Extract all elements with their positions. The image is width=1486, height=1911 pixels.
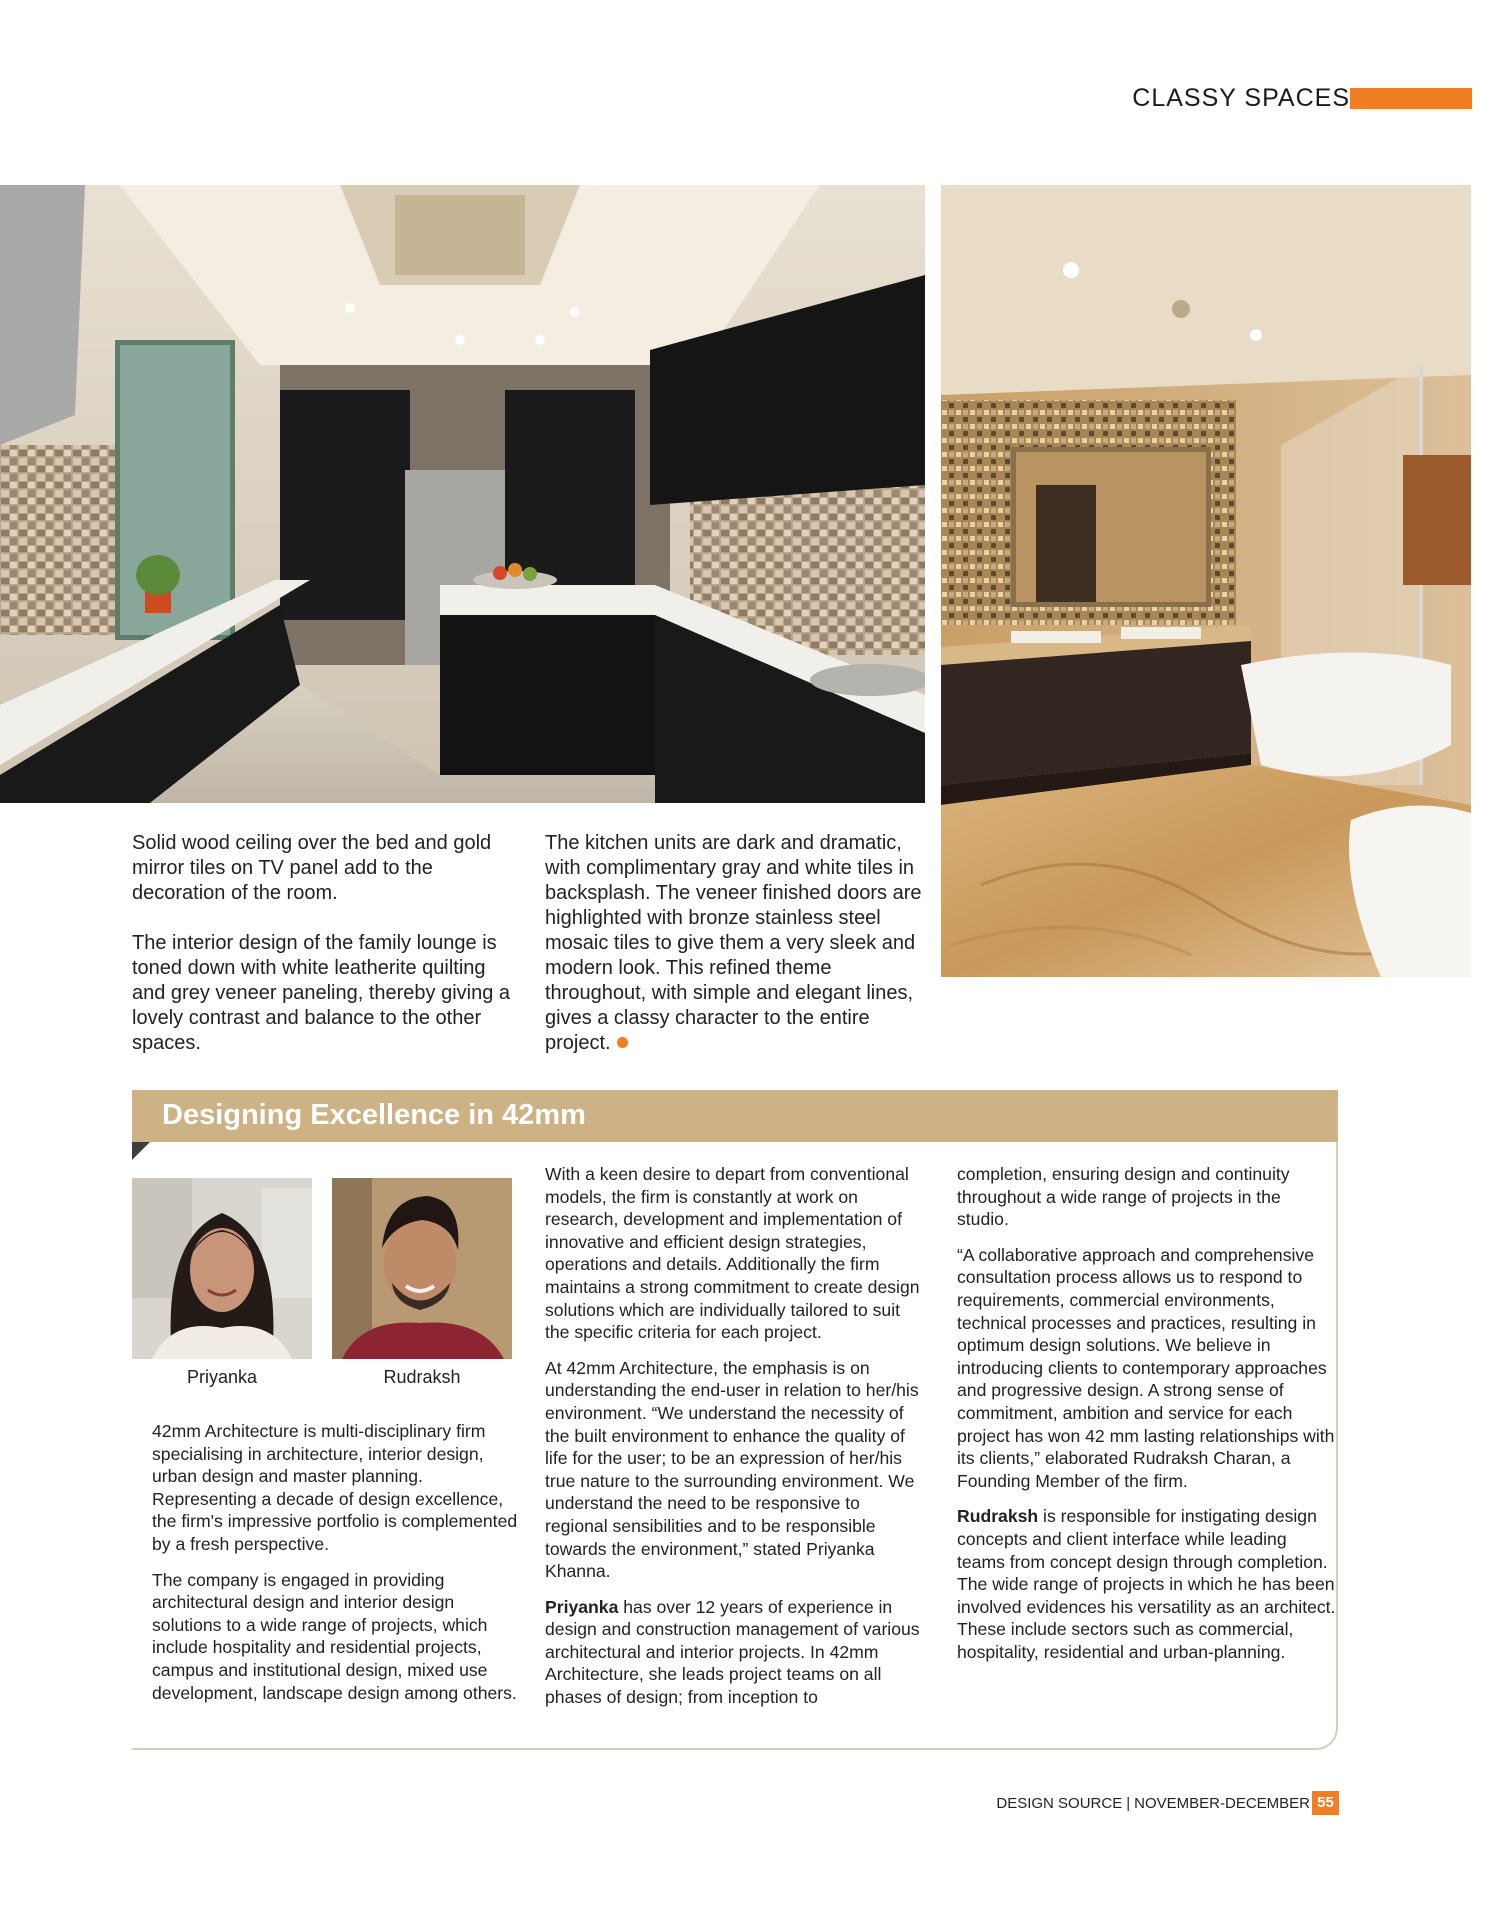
page-number: 55 [1312, 1791, 1339, 1815]
box-column-left [152, 1420, 524, 1717]
box-paragraph [957, 1505, 1337, 1663]
body-paragraph: Solid wood ceiling over the bed and gold mirror tiles on TV panel add to the decoration of the room. [132, 832, 492, 904]
box-column-middle [545, 1163, 927, 1722]
body-column-left [132, 831, 522, 1056]
body-paragraph [545, 831, 930, 1056]
body-paragraph: The interior design of the family lounge is toned down with white leatherite quilting and grey veneer paneling, thereby giving a lovely contrast and balance to the other spaces. [132, 932, 511, 1054]
box-paragraph [545, 1596, 927, 1709]
box-paragraph: completion, ensuring design and continuity throughout a wide range of projects in the studio. [957, 1164, 1290, 1230]
banner-fold-corner [132, 1142, 150, 1160]
bathroom-illustration [941, 185, 1471, 977]
body-column-middle [545, 831, 930, 1056]
publication-name: DESIGN SOURCE [996, 1795, 1123, 1812]
box-paragraph: 42mm Architecture is multi-disciplinary firm specialising in architecture, interior design, urban design and master planning. Representing a decade of design excellence, the firm's impressive portfolio is complemented by a fresh perspective. [152, 1421, 518, 1554]
kitchen-photo [0, 185, 925, 803]
bold-name-rudraksh: Rudraksh [957, 1506, 1039, 1527]
issue-name: NOVEMBER-DECEMBER [1134, 1795, 1310, 1812]
portrait-rudraksh [332, 1178, 512, 1359]
feature-box-title: Designing Excellence in 42mm [162, 1099, 586, 1131]
bathroom-photo [941, 185, 1471, 977]
end-mark-dot-icon [617, 1037, 628, 1048]
box-paragraph: With a keen desire to depart from conventional models, the firm is constantly at work on research, development and implementation of innovative and efficient design strategies, operations and details. Additionally the firm maintains a strong commitment to create design solutions which are individually tailored to suit the specific criteria for each project. [545, 1164, 920, 1343]
box-column-right [957, 1163, 1337, 1676]
feature-box-banner [132, 1090, 1338, 1142]
portrait-priyanka [132, 1178, 312, 1359]
box-paragraph-text: has over 12 years of experience in design and construction management of various architectural and interior projects. In 42mm Architecture, she leads project teams on all phases of design; from inception to [545, 1596, 920, 1708]
box-paragraph: “A collaborative approach and comprehensive consultation process allows us to respond to requirements, commercial environments, technical processes and practices, resulting in optimum design solutions. We believe in introducing clients to contemporary approaches and progressive design. A strong sense of commitment, ambition and service for each project has won 42 mm lasting relationships with its clients,” elaborated Rudraksh Charan, a Founding Member of the firm. [957, 1244, 1335, 1491]
portrait-caption: Priyanka [186, 1367, 258, 1387]
kitchen-illustration [0, 185, 925, 803]
body-paragraph-text: The kitchen units are dark and dramatic, with complimentary gray and white tiles in backsplash. The veneer finished doors are highlighted with bronze stainless steel mosaic tiles to give them a very sleek and modern look. This refined theme throughout, with simple and elegant lines, gives a classy character to the entire project. [545, 832, 922, 1054]
footer-separator: | [1126, 1795, 1131, 1812]
portrait-priyanka-illustration [132, 1178, 312, 1359]
box-paragraph: At 42mm Architecture, the emphasis is on understanding the end-user in relation to her/his environment. “We understand the necessity of the built environment to enhance the quality of life for the user; to be an expression of her/his true nature to the surrounding environment. We understand the need to be responsive to regional sensibilities and to be responsible towards the environment,” stated Priyanka Khanna. [545, 1357, 919, 1582]
portrait-rudraksh-illustration [332, 1178, 512, 1359]
portrait-caption: Rudraksh [383, 1367, 461, 1387]
page-footer [996, 1795, 1310, 1812]
section-accent-bar [1350, 88, 1472, 109]
bold-name-priyanka: Priyanka [545, 1596, 619, 1617]
box-paragraph-text: is responsible for instigating design concepts and client interface while leading teams from concept design through completion. The wide range of projects in which he has been involved evidences his versatility as an architect. These include sectors such as commercial, hospitality, residential and urban-planning. [957, 1506, 1336, 1662]
section-title: CLASSY SPACES [1132, 84, 1350, 112]
box-paragraph: The company is engaged in providing architectural design and interior design solutions to a wide range of projects, which include hospitality and residential projects, campus and institutional design, mixed use development, landscape design among others. [152, 1569, 517, 1703]
